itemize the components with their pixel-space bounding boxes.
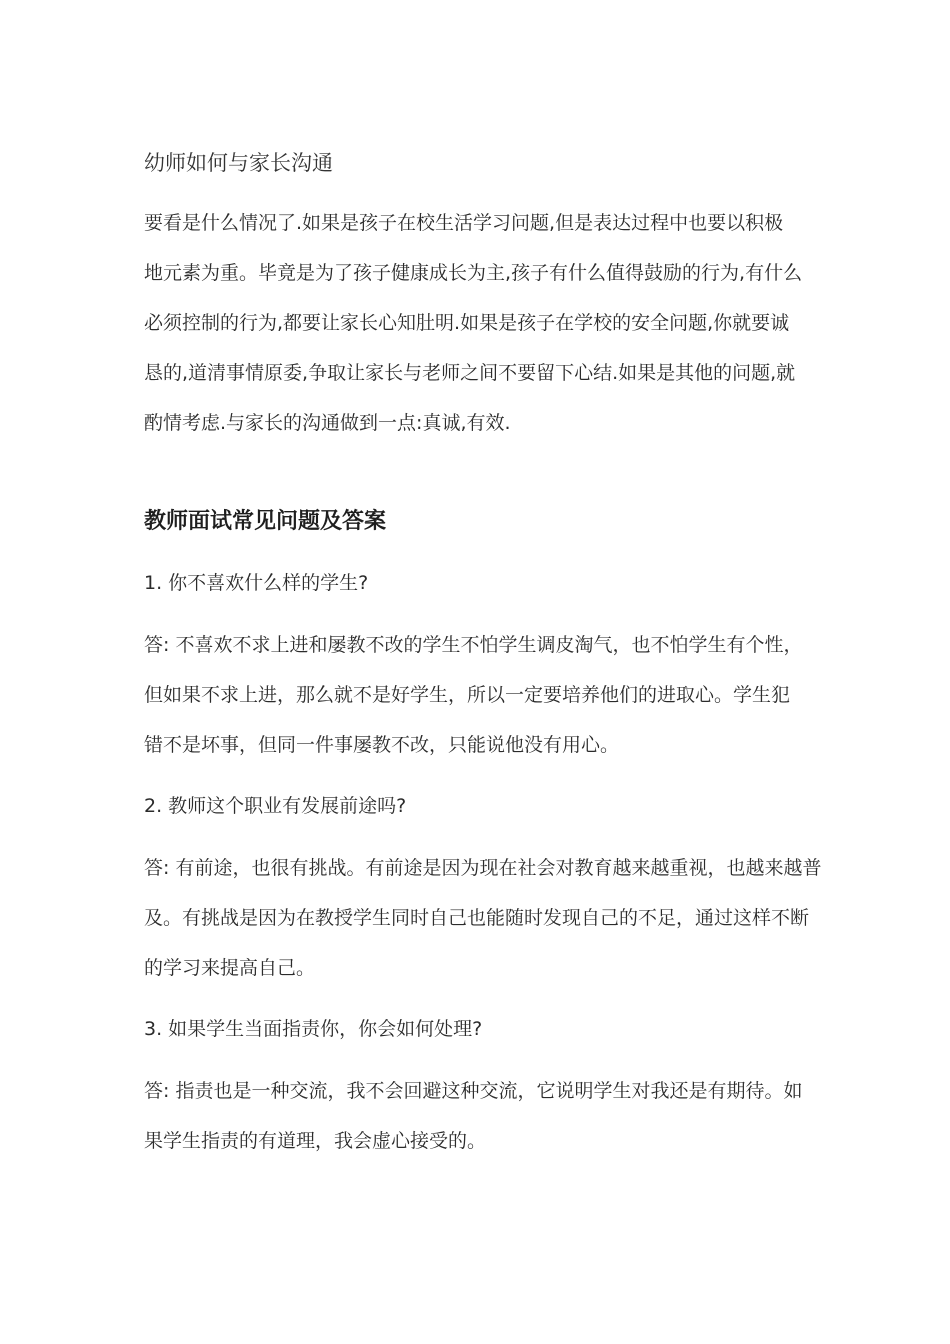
paragraph-line: 必须控制的行为,都要让家长心知肚明.如果是孩子在学校的安全问题,你就要诚 — [144, 312, 790, 334]
paragraph-line: 酌情考虑.与家长的沟通做到一点:真诚,有效. — [144, 412, 511, 434]
section-title-parent-communication: 幼师如何与家长沟通 — [144, 151, 333, 175]
answer-line: 的学习来提高自己。 — [144, 957, 316, 979]
paragraph-line: 地元素为重。毕竟是为了孩子健康成长为主,孩子有什么值得鼓励的行为,有什么 — [144, 262, 803, 284]
answer-line: 及。有挑战是因为在教授学生同时自己也能随时发现自己的不足，通过这样不断 — [144, 907, 810, 929]
answer-line: 果学生指责的有道理，我会虚心接受的。 — [144, 1130, 487, 1152]
paragraph-line: 恳的,道清事情原委,争取让家长与老师之间不要留下心结.如果是其他的问题,就 — [144, 362, 796, 384]
answer-line: 错不是坏事，但同一件事屡教不改，只能说他没有用心。 — [144, 734, 620, 756]
answer-line: 但如果不求上进，那么就不是好学生，所以一定要培养他们的进取心。学生犯 — [144, 684, 791, 706]
answer-1 — [144, 620, 814, 770]
question-1: 1. 你不喜欢什么样的学生? — [144, 572, 369, 594]
section-title-interview-questions: 教师面试常见问题及答案 — [144, 509, 387, 534]
paragraph-parent-communication — [144, 198, 814, 448]
question-3: 3. 如果学生当面指责你，你会如何处理? — [144, 1018, 483, 1040]
answer-line: 答: 指责也是一种交流，我不会回避这种交流，它说明学生对我还是有期待。如 — [144, 1080, 803, 1102]
answer-3 — [144, 1066, 814, 1166]
answer-line: 答: 有前途，也很有挑战。有前途是因为现在社会对教育越来越重视，也越来越普 — [144, 857, 822, 879]
answer-line: 答: 不喜欢不求上进和屡教不改的学生不怕学生调皮淘气，也不怕学生有个性， — [144, 634, 803, 656]
paragraph-line: 要看是什么情况了.如果是孩子在校生活学习问题,但是表达过程中也要以积极 — [144, 212, 784, 234]
question-2: 2. 教师这个职业有发展前途吗? — [144, 795, 407, 817]
answer-2 — [144, 843, 822, 993]
